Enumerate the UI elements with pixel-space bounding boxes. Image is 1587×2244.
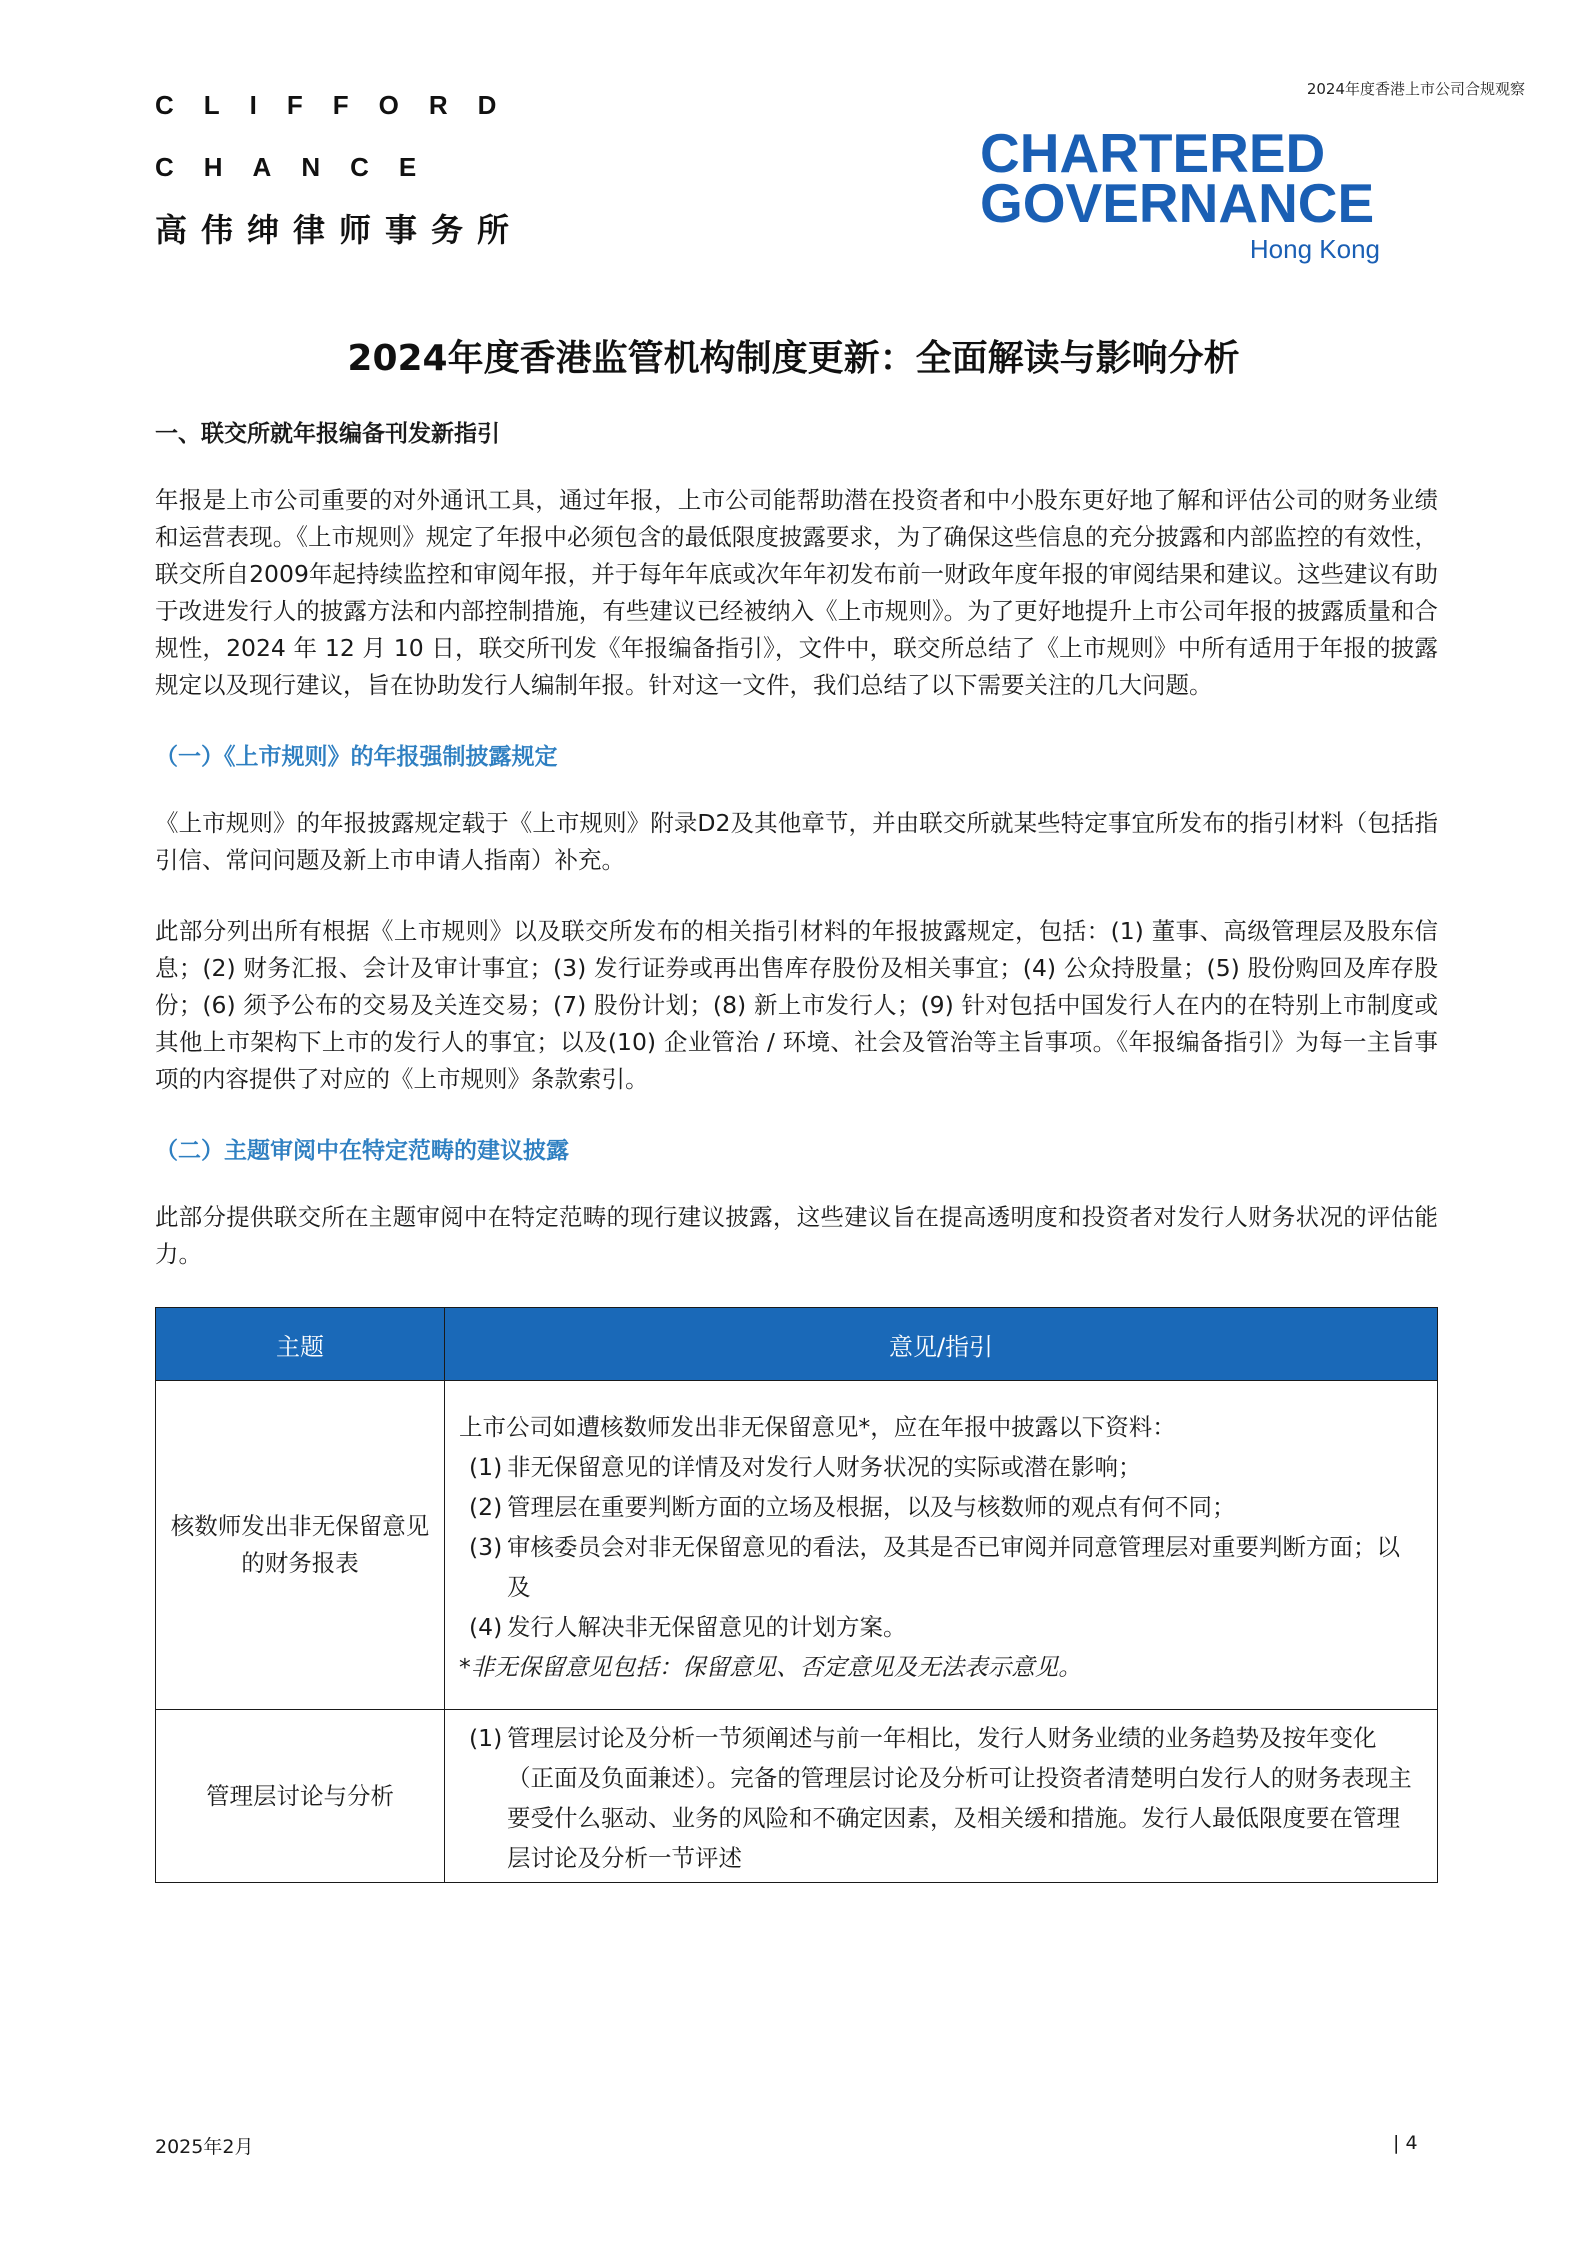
logo-text-chinese: 高伟绅律师事务所 <box>155 211 524 249</box>
list-item <box>459 1527 1423 1607</box>
footer-date: 2025年2月 <box>155 2136 254 2158</box>
document-title: 2024年度香港监管机构制度更新：全面解读与影响分析 <box>347 338 1240 379</box>
footnote-text: *非无保留意见包括：保留意见、否定意见及无法表示意见。 <box>459 1653 1082 1681</box>
list-item <box>459 1718 1423 1878</box>
running-header: 2024年度香港上市公司合规观察 <box>1306 80 1525 98</box>
clifford-chance-logo <box>155 90 527 249</box>
chartered-governance-logo <box>980 122 1380 265</box>
subsection-1-paragraph-1: 《上市规则》的年报披露规定载于《上市规则》附录D2及其他章节，并由联交所就某些特定事宜所发布的指引材料（包括指引信、常问问题及新上市申请人指南）补充。 <box>155 809 1438 874</box>
subsection-2-paragraph-1: 此部分提供联交所在主题审阅中在特定范畴的现行建议披露，这些建议旨在提高透明度和投资者对发行人财务状况的评估能力。 <box>155 1203 1438 1268</box>
list-item-text: 审核委员会对非无保留意见的看法，及其是否已审阅并同意管理层对重要判断方面；以及 <box>507 1533 1400 1601</box>
section-intro-paragraph: 年报是上市公司重要的对外通讯工具，通过年报，上市公司能帮助潜在投资者和中小股东更好地了解和评估公司的财务业绩和运营表现。《上市规则》规定了年报中必须包含的最低限度披露要求，为了确保这些信息的充分披露和内部监控的有效性，联交所自2009年起持续监控和审阅年报，并于每年年底或次年年初发布前一财政年度年报的审阅结果和建议。这些建议有助于改进发行人的披露方法和内部控制措施，有些建议已经被纳入《上市规则》。为了更好地提升上市公司年报的披露质量和合规性，2024 年 12 月 10 日，联交所刊发《年报编备指引》，文件中，联交所总结了《上市规则》中所有适用于年报的披露规定以及现行建议，旨在协助发行人编制年报。针对这一文件，我们总结了以下需要关注的几大问题。 <box>155 486 1438 699</box>
logo-text-hong-kong: Hong Kong <box>1249 234 1380 264</box>
table-header-topic: 主题 <box>156 1308 445 1381</box>
list-item-text: 管理层在重要判断方面的立场及根据，以及与核数师的观点有何不同； <box>507 1493 1236 1521</box>
list-item <box>459 1447 1423 1487</box>
logo-text-chance: CHANCE <box>155 152 447 182</box>
list-item-number: (1) <box>469 1453 503 1481</box>
table-cell-topic: 管理层讨论与分析 <box>156 1710 445 1883</box>
table-cell-guidance <box>445 1381 1438 1710</box>
table-header-row <box>156 1308 1438 1381</box>
subsection-title-2: （二）主题审阅中在特定范畴的建议披露 <box>155 1138 569 1164</box>
table-row <box>156 1381 1438 1710</box>
logo-text-governance: GOVERNANCE <box>980 172 1375 234</box>
list-item-text: 管理层讨论及分析一节须阐述与前一年相比，发行人财务业绩的业务趋势及按年变化（正面及负面兼述）。完备的管理层讨论及分析可让投资者清楚明白发行人的财务表现主要受什么驱动、业务的风险和不确定因素，及相关缓和措施。发行人最低限度要在管理层讨论及分析一节评述 <box>507 1724 1412 1872</box>
guidance-lead: 上市公司如遭核数师发出非无保留意见*，应在年报中披露以下资料： <box>459 1413 1176 1441</box>
list-item <box>459 1487 1423 1527</box>
logo-text-clifford: CLIFFORD <box>155 90 527 120</box>
subsection-1-paragraph-2: 此部分列出所有根据《上市规则》以及联交所发布的相关指引材料的年报披露规定，包括：(1) 董事、高级管理层及股东信息；(2) 财务汇报、会计及审计事宜；(3) 发行证券或再出售库存股份及相关事宜；(4) 公众持股量；(5) 股份购回及库存股份；(6) 须予公布的交易及关连交易；(7) 股份计划；(8) 新上市发行人；(9) 针对包括中国发行人在内的在特别上市制度或其他上市架构下上市的发行人的事宜；以及(10) 企业管治 / 环境、社会及管治等主旨事项。《年报编备指引》为每一主旨事项的内容提供了对应的《上市规则》条款索引。 <box>155 917 1438 1093</box>
table-cell-topic: 核数师发出非无保留意见的财务报表 <box>156 1381 445 1710</box>
list-item-text: 非无保留意见的详情及对发行人财务状况的实际或潜在影响； <box>507 1453 1142 1481</box>
list-item-text: 发行人解决非无保留意见的计划方案。 <box>507 1613 907 1641</box>
list-item-number: (3) <box>469 1533 503 1561</box>
table-row <box>156 1710 1438 1883</box>
list-item-number: (1) <box>469 1724 503 1752</box>
table-cell-guidance <box>445 1710 1438 1883</box>
list-item-number: (4) <box>469 1613 503 1641</box>
list-item <box>459 1607 1423 1647</box>
table-header-guidance: 意见/指引 <box>445 1308 1438 1381</box>
section-title: 一、联交所就年报编备刊发新指引 <box>155 421 500 447</box>
logo-text-chartered: CHARTERED <box>980 122 1326 184</box>
page-number: | 4 <box>1393 2132 1418 2154</box>
main-content <box>155 415 1438 1883</box>
guidance-table <box>155 1307 1438 1883</box>
subsection-title-1: （一）《上市规则》的年报强制披露规定 <box>155 744 558 770</box>
list-item-number: (2) <box>469 1493 503 1521</box>
